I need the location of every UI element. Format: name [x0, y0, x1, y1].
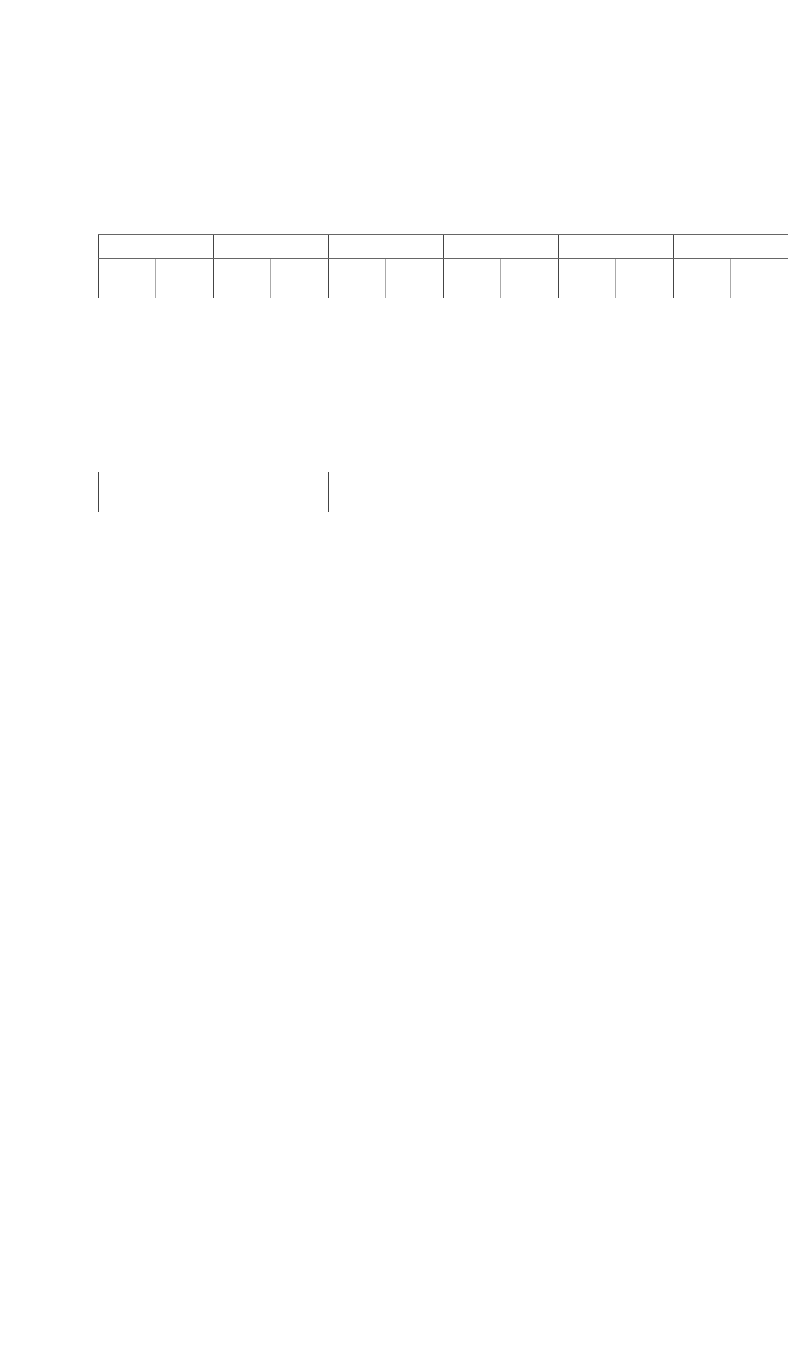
five-year-header [98, 258, 156, 298]
column-group-header [673, 234, 788, 258]
column-group-header [98, 234, 213, 258]
five-year-header [443, 258, 501, 298]
stats-table [18, 800, 788, 922]
table-banner-left [98, 472, 328, 512]
current-year-header [386, 258, 444, 298]
current-year-header [501, 258, 559, 298]
table-banner-right [328, 472, 788, 512]
column-group-header [213, 234, 328, 258]
current-year-header [616, 258, 674, 298]
stub-registration [18, 800, 98, 864]
table-under-five [18, 800, 788, 922]
table-banner [98, 800, 788, 840]
column-group-header [443, 234, 558, 258]
column-group-header [328, 234, 443, 258]
current-year-header [156, 258, 214, 298]
stub-registration [18, 472, 98, 536]
column-group-header [558, 234, 673, 258]
table-all-causes-all-ages [18, 472, 788, 594]
stub-sub-districts [18, 536, 98, 576]
stats-table [18, 472, 788, 594]
stub-sub-districts [18, 258, 98, 298]
stats-table [18, 194, 788, 316]
table-all-ages-five-classes [18, 194, 788, 316]
current-year-header [731, 258, 789, 298]
current-year-header [271, 258, 329, 298]
stub-registration [18, 194, 98, 258]
running-head [0, 10, 800, 34]
stub-sub-districts [18, 864, 98, 904]
five-year-header [558, 258, 616, 298]
five-year-header [213, 258, 271, 298]
five-year-header [328, 258, 386, 298]
five-year-header [673, 258, 731, 298]
table-banner [98, 194, 788, 234]
